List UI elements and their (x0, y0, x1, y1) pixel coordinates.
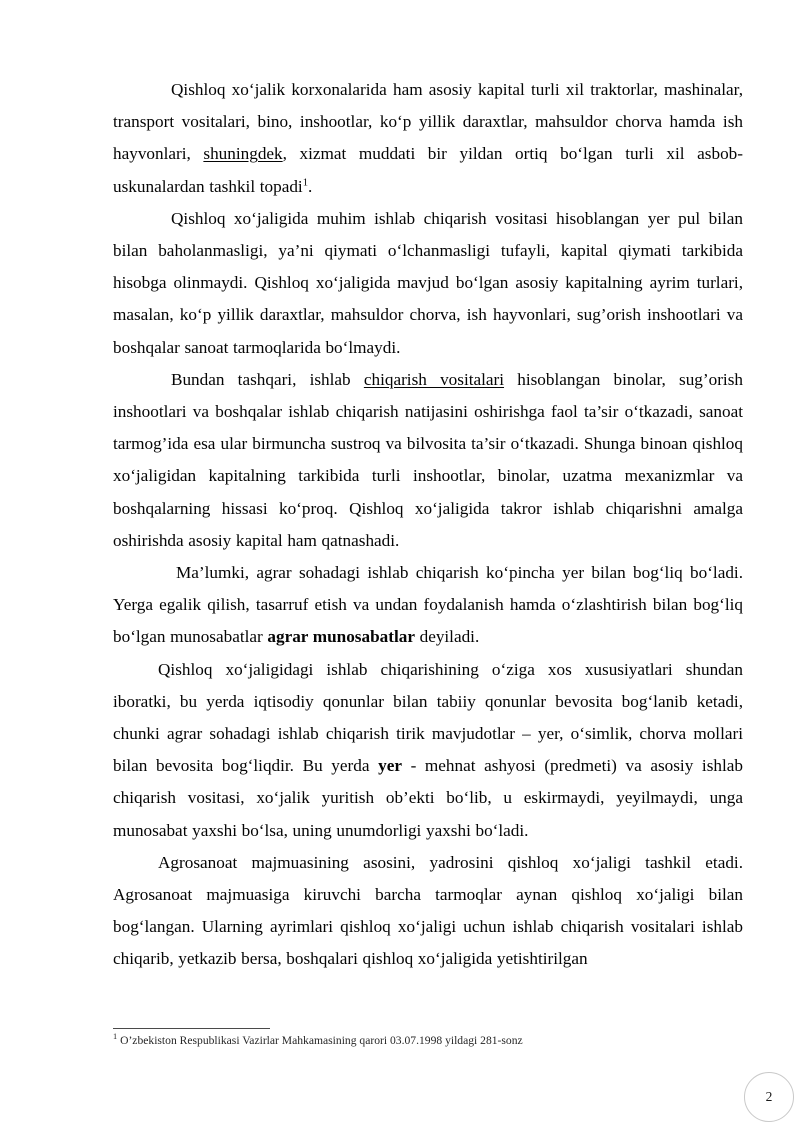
paragraph: Ma’lumki, agrar sohadagi ishlab chiqarish ko‘pincha yer bilan bog‘liq bo‘ladi. Yerga egalik qilish, tasarruf etish va undan foydalanish hamda o‘zlashtirish bilan bog‘liq bo‘lgan munosabatlar agrar munosabatlar deyiladi. (113, 563, 743, 647)
paragraph: Qishloq xo‘jalik korxonalarida ham asosiy kapital turli xil traktorlar, mashinalar, transport vositalari, bino, inshootlar, ko‘p yillik daraxtlar, mahsuldor chorva hamda ish hayvonlari, shuningdek, xizmat muddati bir yildan ortiq bo‘lgan turli xil asbob-uskunalardan tashkil topadi$^1$. (113, 80, 743, 196)
bold-term: yer (378, 756, 402, 776)
paragraph: Bundan tashqari, ishlab chiqarish vositalari hisoblangan binolar, sug’orish inshootlari va boshqalar ishlab chiqarish natijasini oshirishga faol ta’sir o‘tkazadi, sanoat tarmog’ida esa ular birmuncha sustroq va bilvosita ta’sir o‘tkazadi. Shunga binoan qishloq xo‘jaligidan kapitalning tarkibida turli inshootlar, binolar, uzatma mexanizmlar va boshqalarning hissasi ko‘proq. Qishloq xo‘jaligida takror ishlab chiqarishni amalga oshirishda asosiy kapital ham qatnashadi. (113, 369, 743, 550)
underlined-term: chiqarish vositalari (363, 369, 505, 389)
footnote-entry (113, 1034, 743, 1048)
paragraph: Qishloq xo‘jaligidagi ishlab chiqarishining o‘ziga xos xususiyatlari shundan iboratki, bu yerda iqtisodiy qonunlar bilan tabiiy qonunlar bevosita bog‘lanib ketadi, chunki agrar sohadagi ishlab chiqarish tirik mavjudotlar – yer, o‘simlik, chorva mollari bilan bevosita bog‘liqdir. Bu yerda yer - mehnat ashyosi (predmeti) va asosiy ishlab chiqarish vositasi, xo‘jalik yuritish ob’ekti bo‘lib, u eskirmaydi, yeyilmaydi, unga munosabat yaxshi bo‘lsa, uning unumdorligi yaxshi bo‘ladi. (113, 659, 743, 840)
paragraph: Qishloq xo‘jaligida muhim ishlab chiqarish vositasi hisoblangan yer pul bilan bilan baholanmasligi, ya’ni qiymati o‘lchanmasligi tufayli, kapital qiymati tarkibida hisobga olinmaydi. Qishloq xo‘jaligida mavjud bo‘lgan asosiy kapitalning ayrim turlari, masalan, ko‘p yillik daraxtlar, mahsuldor chorva, ish hayvonlari, sug’orish inshootlari va boshqalar sanoat tarmoqlarida bo‘lmaydi. (113, 208, 743, 357)
footnote-label: O’zbekiston Respublikasi Vazirlar Mahkamasining qarori 03.07.1998 yildagi 281-sonz (117, 1034, 523, 1047)
underlined-term: shuningdek (203, 144, 283, 164)
page-number-badge (744, 1072, 794, 1122)
footnote-reference: 1 (302, 176, 309, 188)
footnote-area (113, 1028, 743, 1048)
page-number-label: 2 (765, 1089, 773, 1104)
footnote-marker: 1 (113, 1032, 118, 1042)
document-body (113, 74, 743, 976)
footnote-separator-rule (113, 1028, 270, 1029)
bold-term: agrar munosabatlar (267, 627, 415, 647)
paragraph: Agrosanoat majmuasining asosini, yadrosini qishloq xo‘jaligi tashkil etadi. Agrosanoat majmuasiga kiruvchi barcha tarmoqlar aynan qishloq xo‘jaligi bilan bog‘langan. Ularning ayrimlari qishloq xo‘jaligi uchun ishlab chiqarish vositalari ishlab chiqarib, yetkazib bersa, boshqalari qishloq xo‘jaligida yetishtirilgan (113, 852, 743, 969)
